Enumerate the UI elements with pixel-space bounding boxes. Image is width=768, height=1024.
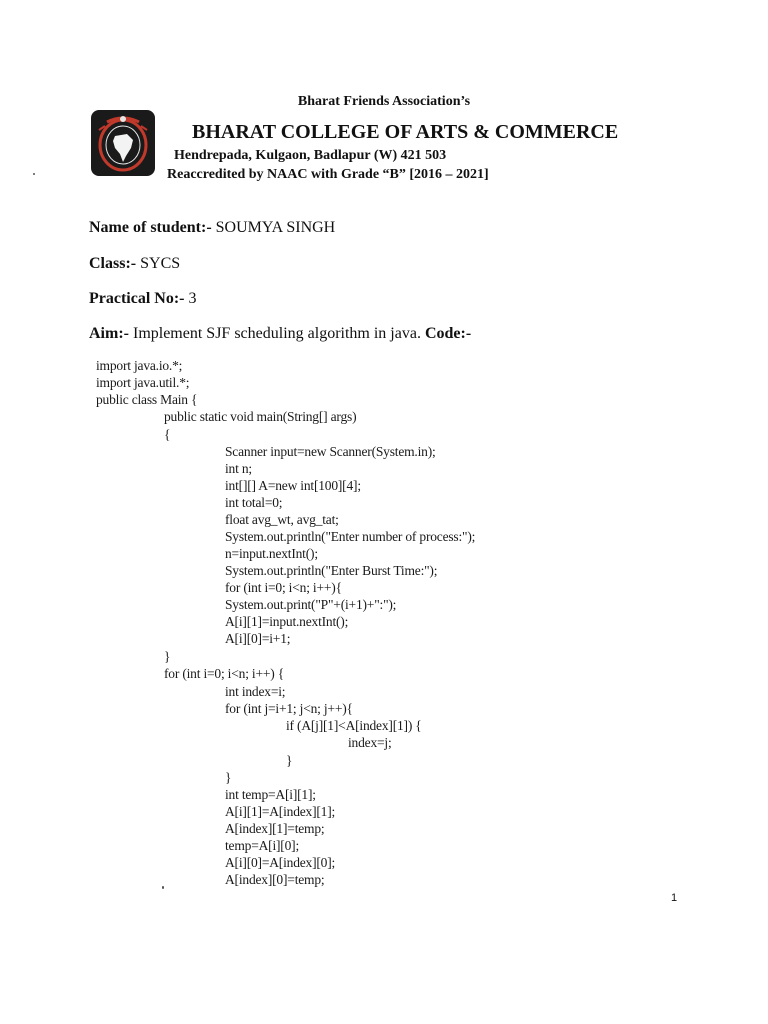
code-line: import java.io.*; xyxy=(96,358,183,373)
aim-value: Implement SJF scheduling algorithm in java. xyxy=(128,325,425,342)
code-line: for (int j=i+1; j<n; j++){ xyxy=(225,701,353,716)
code-line: for (int i=0; i<n; i++) { xyxy=(164,666,285,681)
college-name: BHARAT COLLEGE OF ARTS & COMMERCE xyxy=(192,121,619,143)
code-line: } xyxy=(164,649,171,664)
scan-speck xyxy=(33,173,35,175)
code-line: public static void main(String[] args) xyxy=(164,409,357,424)
page-number: 1 xyxy=(671,892,678,904)
practical-label: Practical No:- xyxy=(89,290,185,307)
class-value: SYCS xyxy=(136,255,181,272)
code-line: int n; xyxy=(225,461,252,476)
scan-speck xyxy=(162,886,164,889)
code-line: temp=A[i][0]; xyxy=(225,838,299,853)
code-line: A[i][1]=input.nextInt(); xyxy=(225,614,349,629)
code-line: { xyxy=(164,427,171,442)
code-line: public class Main { xyxy=(96,392,198,407)
code-line: int index=i; xyxy=(225,684,286,699)
aim-label: Aim:- xyxy=(89,325,129,342)
college-emblem-icon xyxy=(91,110,155,176)
code-screenshot xyxy=(96,354,536,894)
practical-field xyxy=(89,290,197,308)
code-line: } xyxy=(286,753,293,768)
code-line: float avg_wt, avg_tat; xyxy=(225,512,339,527)
code-line: A[i][0]=A[index][0]; xyxy=(225,855,336,870)
accreditation-line: Reaccredited by NAAC with Grade “B” [2016 – 2021] xyxy=(167,167,489,182)
code-line: System.out.print("P"+(i+1)+":"); xyxy=(225,597,397,612)
student-name-field xyxy=(89,219,335,237)
code-label: Code:- xyxy=(424,325,472,342)
code-line: index=j; xyxy=(348,735,392,750)
code-line: System.out.println("Enter Burst Time:"); xyxy=(225,563,438,578)
class-field xyxy=(89,255,180,273)
code-line: for (int i=0; i<n; i++){ xyxy=(225,580,342,595)
code-line: if (A[j][1]<A[index][1]) { xyxy=(286,718,422,733)
class-label: Class:- xyxy=(89,255,137,272)
student-name-label: Name of student:- xyxy=(89,219,212,236)
code-line: A[index][1]=temp; xyxy=(225,821,325,836)
code-line: System.out.println("Enter number of process:"); xyxy=(225,529,476,544)
association-name: Bharat Friends Association’s xyxy=(297,94,471,109)
code-line: int temp=A[i][1]; xyxy=(225,787,316,802)
practical-value: 3 xyxy=(184,290,197,307)
code-line: import java.util.*; xyxy=(96,375,190,390)
code-line: } xyxy=(225,770,232,785)
code-line: A[i][1]=A[index][1]; xyxy=(225,804,336,819)
college-address: Hendrepada, Kulgaon, Badlapur (W) 421 503 xyxy=(174,148,447,163)
code-line: int total=0; xyxy=(225,495,283,510)
code-line: A[i][0]=i+1; xyxy=(225,631,291,646)
code-line: n=input.nextInt(); xyxy=(225,546,318,561)
aim-field xyxy=(89,325,471,343)
code-line: int[][] A=new int[100][4]; xyxy=(225,478,361,493)
code-line: A[index][0]=temp; xyxy=(225,872,325,887)
student-name-value: SOUMYA SINGH xyxy=(211,219,336,236)
code-line: Scanner input=new Scanner(System.in); xyxy=(225,444,436,459)
